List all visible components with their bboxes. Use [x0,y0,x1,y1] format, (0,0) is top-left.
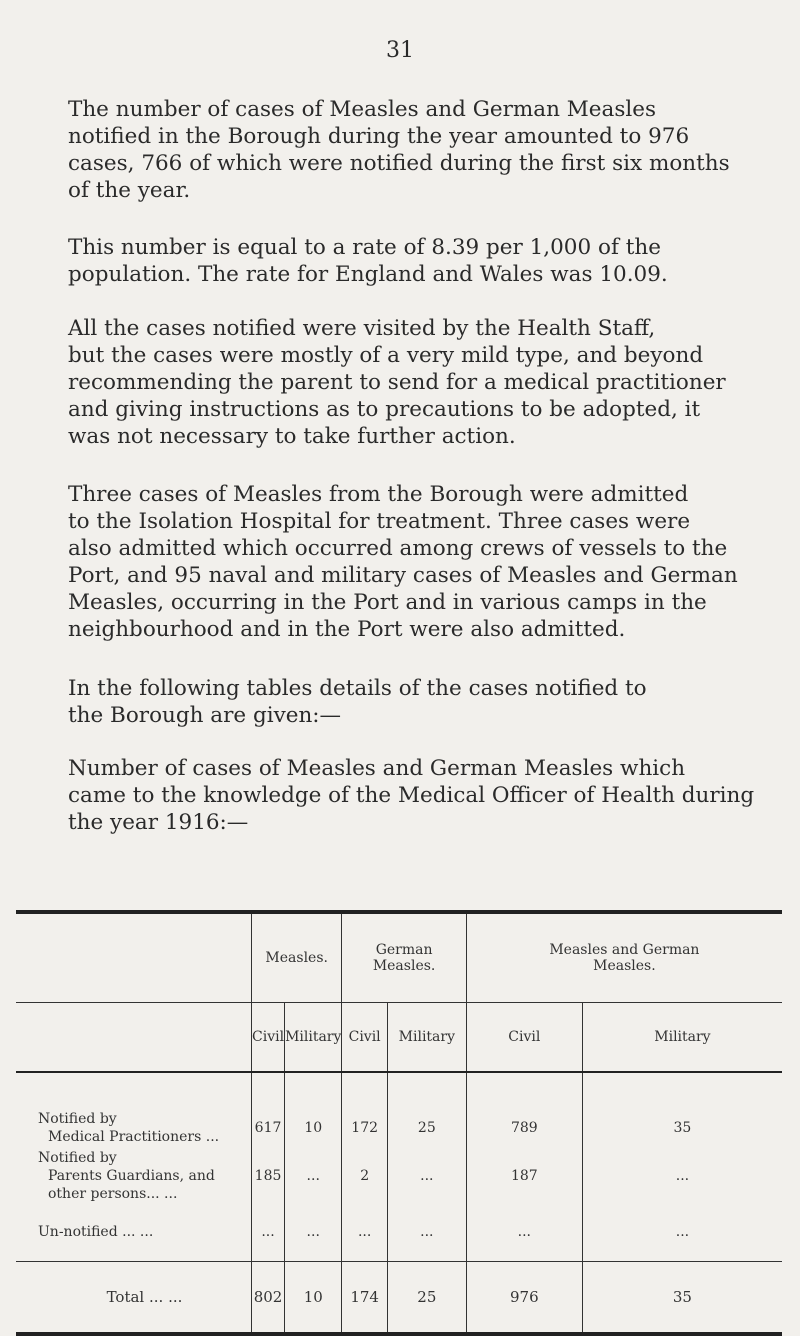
table-cell: 617 [252,1072,285,1149]
page-number: 31 [386,38,414,63]
table-cell: ... [252,1203,285,1262]
table-subheader-row [16,1003,782,1073]
table-cell: 25 [387,1072,466,1149]
row-label-medical-practitioners: Notified by Medical Practitioners ... [38,1111,220,1145]
table-total-row [16,1262,782,1335]
table-cell: ... [342,1203,387,1262]
row-label-total: Total ... ... [16,1262,252,1335]
paragraph-tables-intro: In the following tables details of the cases notified to the Borough are given:— [68,676,647,728]
subheader-german-civil: Civil [342,1003,387,1073]
subheader-measles-military: Military [285,1003,342,1073]
table-cell: 187 [466,1149,582,1203]
table-cell: ... [582,1203,782,1262]
table-cell: ... [285,1149,342,1203]
total-cell: 802 [252,1262,285,1335]
row-label-un-notified: Un-notified ... ... [38,1224,154,1240]
table-row [16,1149,782,1203]
table-group-header-row [16,912,782,1003]
table-cell: ... [387,1203,466,1262]
table-cell: ... [285,1203,342,1262]
row-label-parents-guardians: Notified by Parents Guardians, and other persons... ... [38,1150,215,1202]
total-cell: 35 [582,1262,782,1335]
paragraph-cases-total: The number of cases of Measles and German Measles notified in the Borough during the year amounted to 976 cases, 766 of which were notified during the first six months of the year. [68,97,730,203]
group-header-measles: Measles. [252,912,342,1003]
table-row [16,1203,782,1262]
total-cell: 10 [285,1262,342,1335]
table-cell: ... [387,1149,466,1203]
table-cell: 172 [342,1072,387,1149]
measles-cases-table [16,910,782,1336]
subheader-combined-military: Military [582,1003,782,1073]
table-cell: 2 [342,1149,387,1203]
table-row [16,1072,782,1149]
table-cell: 789 [466,1072,582,1149]
paragraph-table-caption: Number of cases of Measles and German Measles which came to the knowledge of the Medical Officer of Health during the year 1916:— [68,756,755,835]
total-cell: 976 [466,1262,582,1335]
paragraph-health-staff: All the cases notified were visited by the Health Staff, but the cases were mostly of a very mild type, and beyond recommending the parent to send for a medical practitioner and giving instructions as to precautions to be adopted, it was not necessary to take further action. [68,316,726,449]
table-corner-cell [16,912,252,1003]
group-header-german-measles: German Measles. [342,912,466,1003]
table-subheader-blank [16,1003,252,1073]
table-cell: 185 [252,1149,285,1203]
group-header-combined: Measles and German Measles. [466,912,782,1003]
paragraph-isolation-hospital: Three cases of Measles from the Borough were admitted to the Isolation Hospital for treatment. Three cases were also admitted which occurred among crews of vessels to the Port, and 95 naval and military cases of Measles and German Measles, occurring in the Port and in various camps in the neighbourhood and in the Port were also admitted. [68,482,738,642]
subheader-combined-civil: Civil [466,1003,582,1073]
subheader-german-military: Military [387,1003,466,1073]
total-cell: 25 [387,1262,466,1335]
table-cell: ... [466,1203,582,1262]
table-cell: 35 [582,1072,782,1149]
table-cell: ... [582,1149,782,1203]
subheader-measles-civil: Civil [252,1003,285,1073]
total-cell: 174 [342,1262,387,1335]
paragraph-rate: This number is equal to a rate of 8.39 per 1,000 of the population. The rate for England and Wales was 10.09. [68,235,668,287]
table-cell: 10 [285,1072,342,1149]
